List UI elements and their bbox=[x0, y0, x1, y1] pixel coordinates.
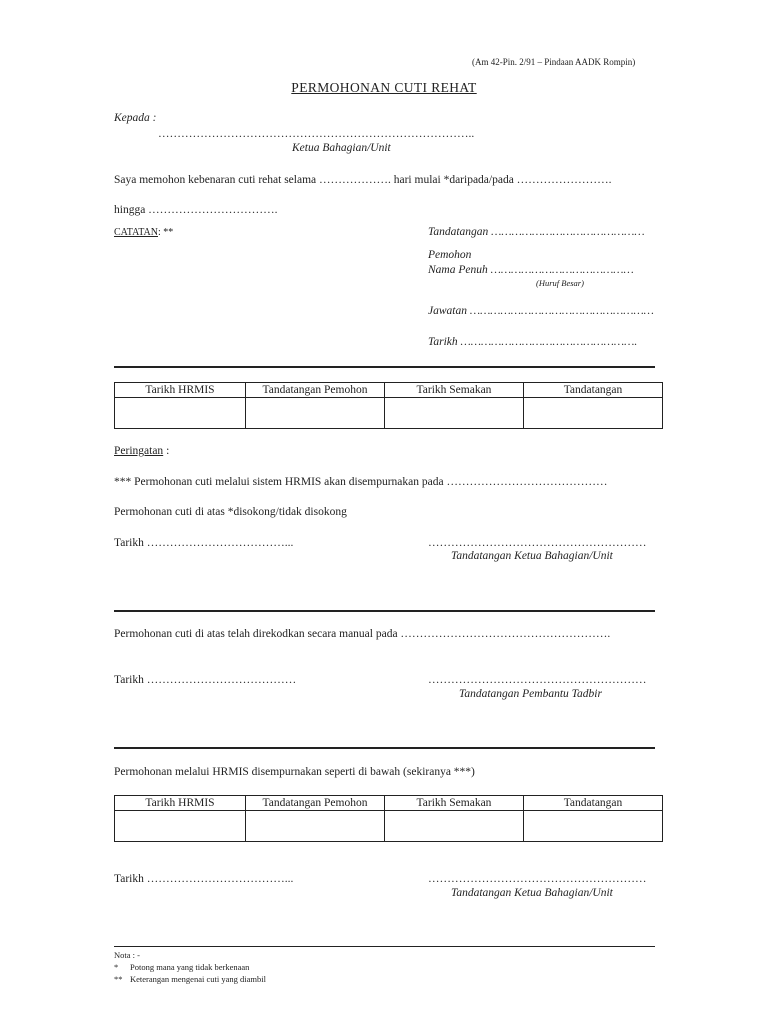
table-header-cell: Tandatangan bbox=[524, 383, 663, 398]
table-cell[interactable] bbox=[115, 811, 246, 842]
hrmis-section-line: Permohonan melalui HRMIS disempurnakan seperti di bawah (sekiranya ***) bbox=[114, 766, 475, 778]
kepada-role: Ketua Bahagian/Unit bbox=[292, 142, 391, 154]
tarikh-hrmis-line: Tarikh ………………………………... bbox=[114, 873, 294, 885]
divider-2 bbox=[114, 610, 655, 612]
table-row bbox=[115, 811, 663, 842]
nota-text: Potong mana yang tidak berkenaan bbox=[130, 962, 250, 972]
manual-record-line: Permohonan cuti di atas telah direkodkan secara manual pada ………………………………………………. bbox=[114, 628, 611, 640]
ketua-sign-dots-2: ………………………………………………… bbox=[428, 873, 647, 885]
hrmis-completion-line: *** Permohonan cuti melalui sistem HRMIS akan disempurnakan pada …………………………………… bbox=[114, 476, 608, 488]
table-row bbox=[115, 398, 663, 429]
table-header-cell: Tandatangan bbox=[524, 796, 663, 811]
hrmis-table-2 bbox=[114, 795, 663, 842]
tarikh-manual-line: Tarikh ………………………………… bbox=[114, 674, 297, 686]
divider-3 bbox=[114, 747, 655, 749]
request-line-1: Saya memohon kebenaran cuti rehat selama ………………. hari mulai *daripada/pada ……………………. bbox=[114, 174, 612, 186]
table-cell[interactable] bbox=[524, 811, 663, 842]
pembantu-sign-label: Tandatangan Pembantu Tadbir bbox=[459, 688, 602, 700]
tandatangan-pemohon-line: Tandatangan ……………………………………… bbox=[428, 226, 645, 238]
catatan-rest: : ** bbox=[157, 227, 174, 238]
table-header-cell: Tarikh Semakan bbox=[385, 796, 524, 811]
divider-1 bbox=[114, 366, 655, 368]
form-title: PERMOHONAN CUTI REHAT bbox=[291, 80, 477, 95]
form-reference: (Am 42-Pin. 2/91 – Pindaan AADK Rompin) bbox=[472, 57, 636, 67]
nota-text: Keterangan mengenai cuti yang diambil bbox=[130, 974, 266, 984]
table-cell[interactable] bbox=[115, 398, 246, 429]
table-cell[interactable] bbox=[385, 398, 524, 429]
table-header-row bbox=[115, 383, 663, 398]
table-header-cell: Tarikh HRMIS bbox=[115, 796, 246, 811]
huruf-besar-note: (Huruf Besar) bbox=[536, 278, 584, 288]
pembantu-sign-dots: ………………………………………………… bbox=[428, 674, 647, 686]
kepada-label: Kepada : bbox=[114, 112, 157, 124]
catatan bbox=[114, 227, 173, 238]
nota-item bbox=[114, 974, 266, 984]
peringatan bbox=[114, 445, 169, 457]
nota-item bbox=[114, 962, 249, 972]
catatan-label: CATATAN bbox=[114, 227, 158, 238]
nota-mark: ** bbox=[114, 974, 123, 984]
support-line: Permohonan cuti di atas *disokong/tidak disokong bbox=[114, 506, 347, 518]
table-header-row bbox=[115, 796, 663, 811]
table-header-cell: Tarikh Semakan bbox=[385, 383, 524, 398]
nama-penuh-line: Nama Penuh …………………………………… bbox=[428, 264, 634, 276]
ketua-sign-dots: ………………………………………………… bbox=[428, 537, 647, 549]
kepada-dots: ……………………………………………………………………….. bbox=[158, 128, 475, 140]
request-line-2: hingga ……………………………. bbox=[114, 204, 278, 216]
table-header-cell: Tandatangan Pemohon bbox=[246, 383, 385, 398]
tarikh-support-line: Tarikh ………………………………... bbox=[114, 537, 294, 549]
peringatan-colon: : bbox=[163, 445, 170, 457]
table-header-cell: Tandatangan Pemohon bbox=[246, 796, 385, 811]
table-cell[interactable] bbox=[246, 398, 385, 429]
pemohon-label: Pemohon bbox=[428, 249, 472, 261]
table-cell[interactable] bbox=[524, 398, 663, 429]
table-header-cell: Tarikh HRMIS bbox=[115, 383, 246, 398]
hrmis-table-1 bbox=[114, 382, 663, 429]
nota-label: Nota : - bbox=[114, 950, 140, 960]
table-cell[interactable] bbox=[385, 811, 524, 842]
ketua-sign-label-2: Tandatangan Ketua Bahagian/Unit bbox=[451, 887, 613, 899]
tarikh-pemohon-line: Tarikh ……………………………………………. bbox=[428, 336, 638, 348]
nota-mark: * bbox=[114, 962, 119, 972]
jawatan-line: Jawatan ……………………………………………… bbox=[428, 305, 654, 317]
table-cell[interactable] bbox=[246, 811, 385, 842]
peringatan-label: Peringatan bbox=[114, 445, 164, 457]
ketua-sign-label: Tandatangan Ketua Bahagian/Unit bbox=[451, 550, 613, 562]
divider-4 bbox=[114, 946, 655, 947]
